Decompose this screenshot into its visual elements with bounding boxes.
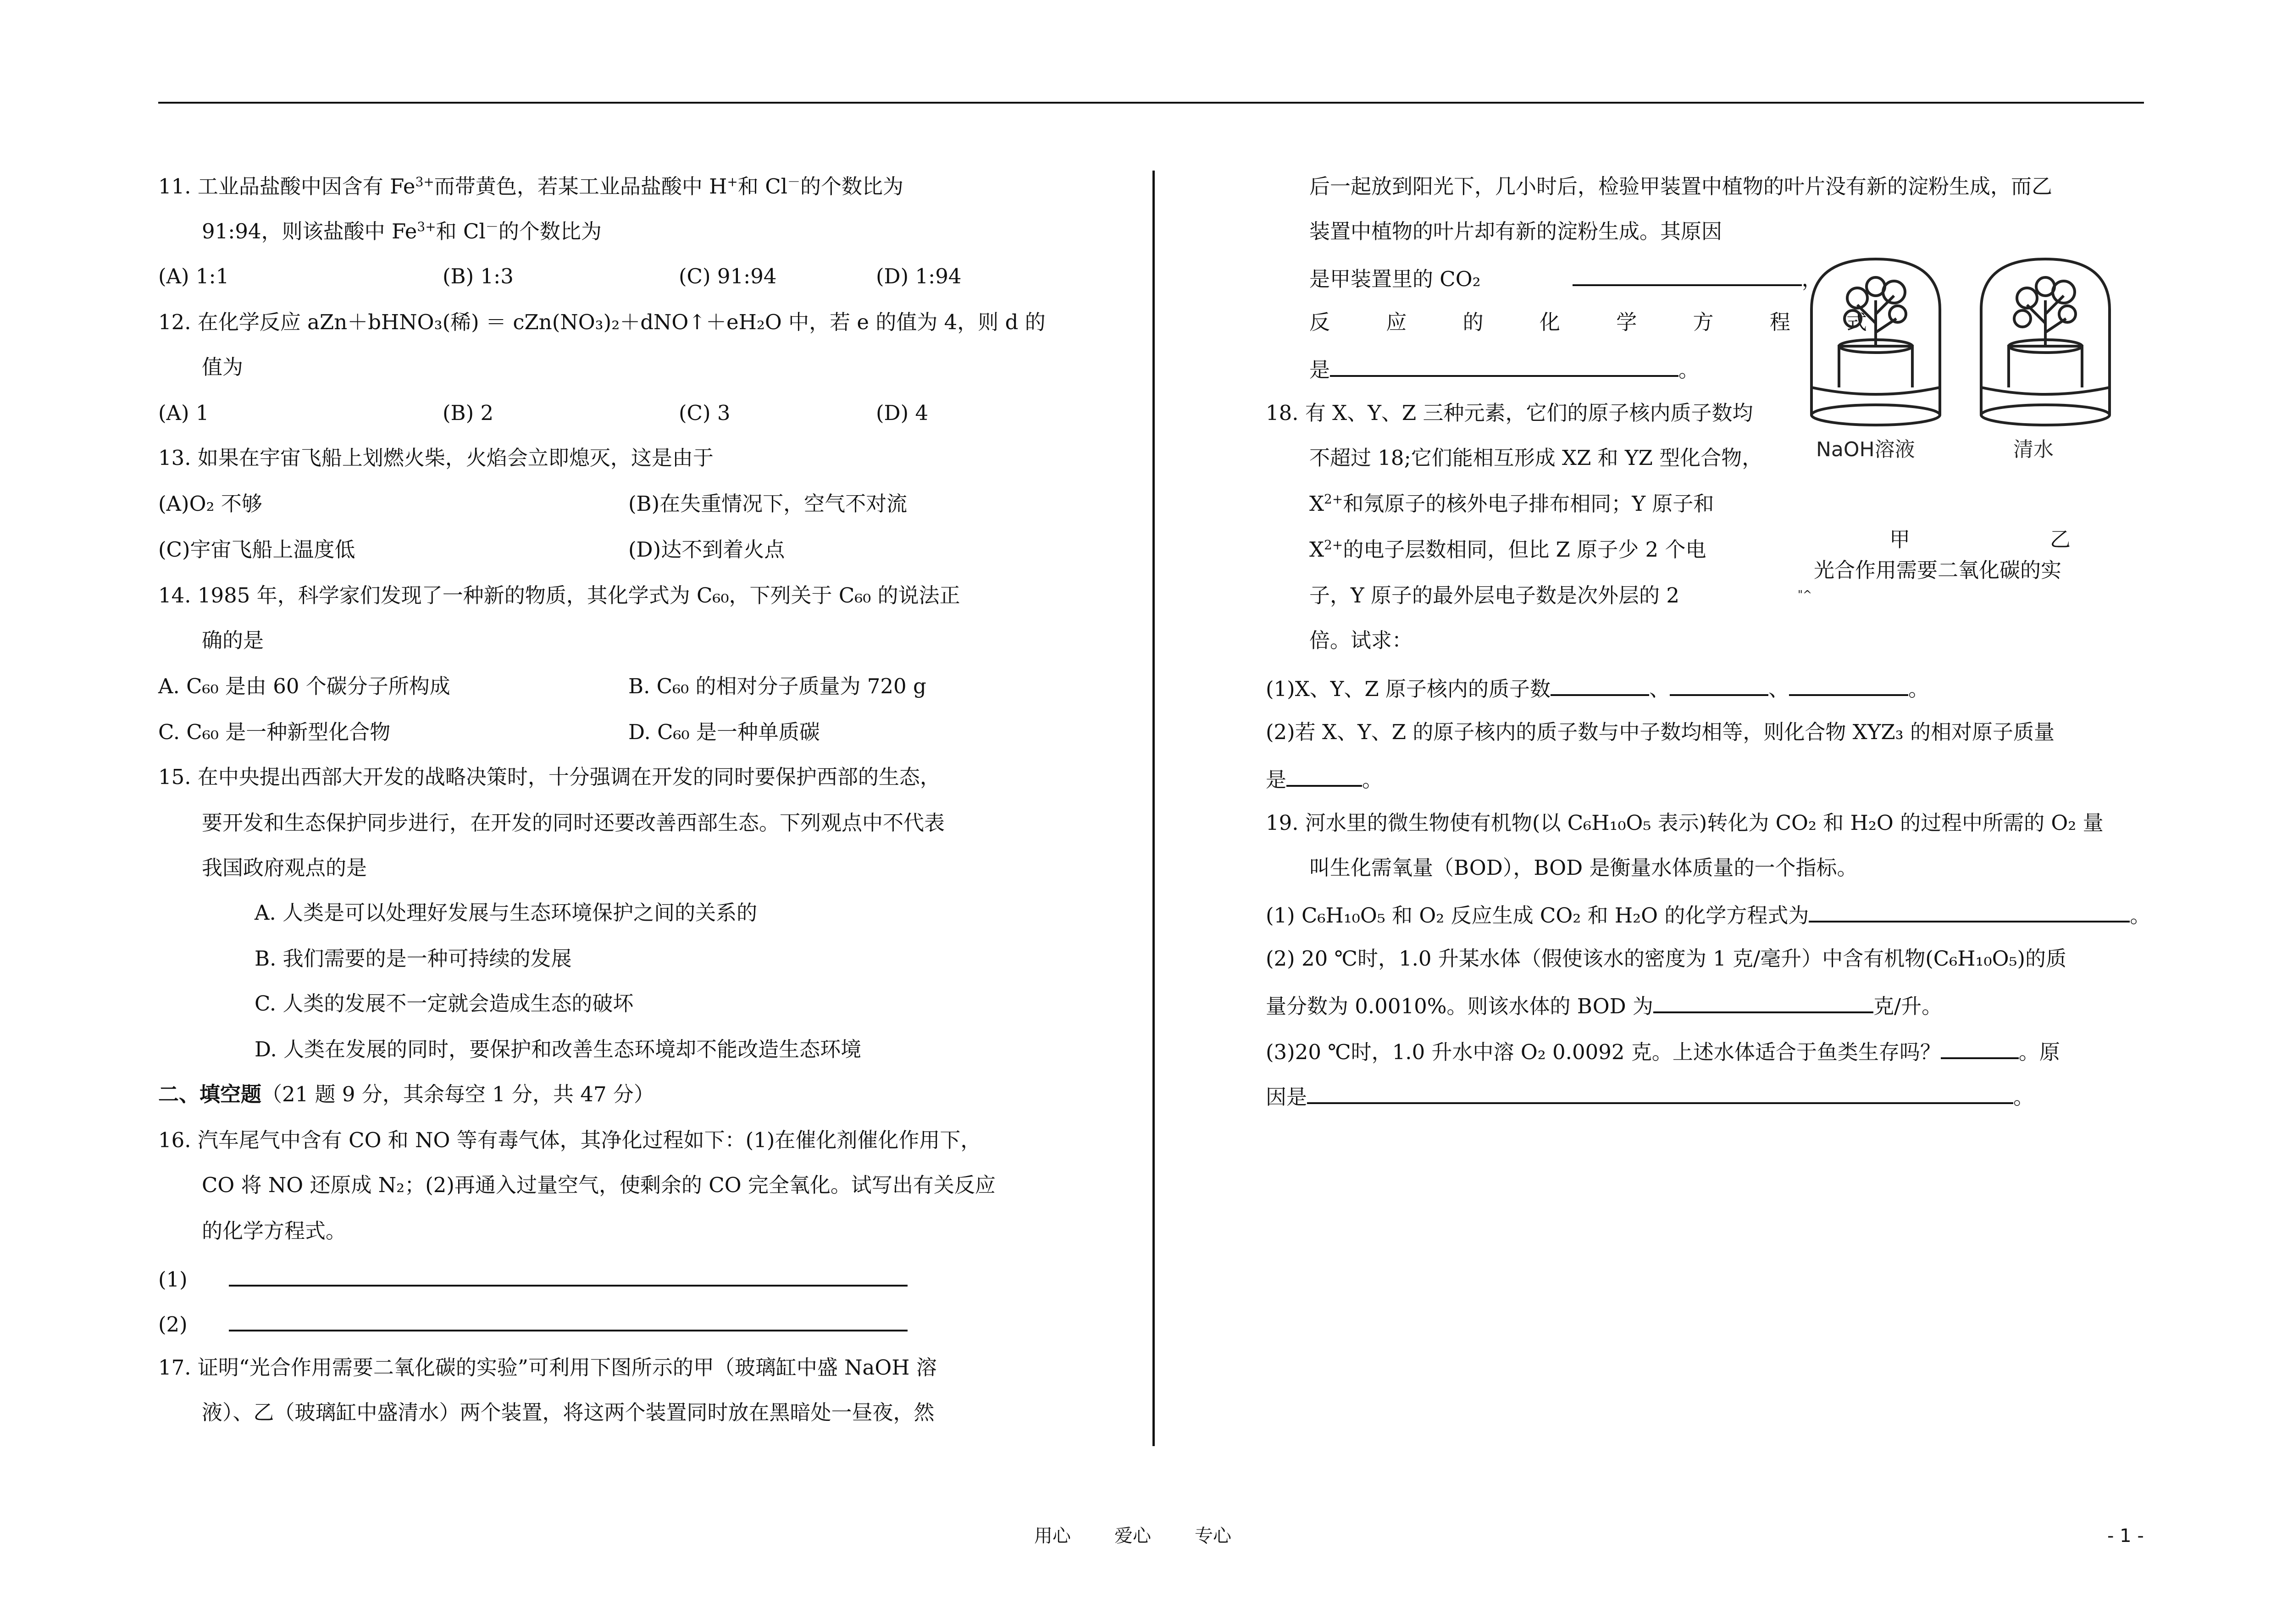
q18-line3: $X^{2+}$和氖原子的核外电子排布相同；Y 原子和 [1309,492,1714,516]
bell-jar-illustration [1802,250,2137,585]
q18-sub2-line2: 是 。 [1266,764,1383,793]
q18-line5: 子，Y 原子的最外层电子数是次外层的 2 [1309,583,1679,608]
figure-label-naoh: NaOH溶液 [1816,438,1915,461]
q14-option-b: B. C₆₀ 的相对分子质量为 720 g [628,674,926,698]
answer-blank[interactable] [1653,990,1873,1013]
answer-blank[interactable] [229,1309,908,1331]
q12-option-b: (B) 2 [443,401,494,425]
answer-blank[interactable] [1573,263,1802,286]
page-number: - 1 - [2107,1525,2144,1547]
bell-jar-jia-icon [1811,259,1940,425]
answer-blank[interactable] [1551,673,1649,696]
figure-caption: 光合作用需要二氧化碳的实 [1814,558,2062,582]
q19-sub2-line2: 量分数为 0.0010%。则该水体的 BOD 为 克/升。 [1266,990,1942,1020]
q17-line6: 反 应 的 化 学 方 程 式 [1309,310,1892,334]
q11-option-d: (D) 1:94 [876,264,962,288]
q17-line4: 装置中植物的叶片却有新的淀粉生成。其原因 [1309,219,1723,243]
footer-word-2: 爱心 [1114,1525,1151,1547]
q19-sub1: (1) C₆H₁₀O₅ 和 O₂ 反应生成 CO₂ 和 H₂O 的化学方程式为 。 [1266,900,2150,929]
q16-line1: 16. 汽车尾气中含有 CO 和 NO 等有毒气体，其净化过程如下：(1)在催化剂催化作用下， [158,1128,981,1152]
q14-line1: 14. 1985 年，科学家们发现了一种新的物质，其化学式为 C₆₀，下列关于 C₆₀ 的说法正 [158,583,960,608]
q12-option-c: (C) 3 [679,401,731,425]
q16-answer-1: (1) [158,1264,908,1293]
q12-option-a: (A) 1 [158,401,209,425]
answer-blank[interactable] [1789,673,1908,696]
q19-line1: 19. 河水里的微生物使有机物(以 C₆H₁₀O₅ 表示)转化为 CO₂ 和 H₂O 的过程中所需的 O₂ 量 [1266,811,2104,835]
answer-blank[interactable] [1809,900,2130,922]
q13-stem: 13. 如果在宇宙飞船上划燃火柴，火焰会立即熄灭，这是由于 [158,446,714,470]
q19-sub2-line1: (2) 20 ℃时，1.0 升某水体（假使该水的密度为 1 克/毫升）中含有机物(C₆H₁₀O₅)的质 [1266,946,2067,971]
q15-option-d: D. 人类在发展的同时，要保护和改善生态环境却不能改造生态环境 [255,1037,862,1061]
q16-line3: 的化学方程式。 [202,1219,347,1243]
answer-blank[interactable] [1941,1036,2019,1059]
q15-line3: 我国政府观点的是 [202,856,367,880]
q17-line5: 是甲装置里的 CO₂ ， [1309,263,1822,293]
answer-blank[interactable] [1330,354,1678,377]
q14-option-c: C. C₆₀ 是一种新型化合物 [158,720,391,744]
footer-word-3: 专心 [1195,1525,1231,1547]
q11-option-c: (C) 91:94 [679,264,777,288]
figure-label-water: 清水 [2013,438,2054,461]
q15-line2: 要开发和生态保护同步进行，在开发的同时还要改善西部生态。下列观点中不代表 [202,811,945,835]
q11-option-a: (A) 1:1 [158,264,229,288]
photosynthesis-figure [1802,250,2137,585]
q13-option-c: (C)宇宙飞船上温度低 [158,537,355,562]
q16-answer-2: (2) [158,1309,908,1338]
q11-line1: 11. 工业品盐酸中因含有 $Fe^{3+}$而带黄色，若某工业品盐酸中 H+和 Cl－的个数比为 [158,174,904,199]
q14-line2: 确的是 [202,628,264,652]
section-fill-in-heading [158,1081,654,1108]
q18-sub1: (1)X、Y、Z 原子核内的质子数 、 、 。 [1266,673,1929,702]
figure-caption-tail: "^ [1798,588,1812,601]
q12-line2: 值为 [202,355,244,379]
bell-jar-yi-icon [1981,259,2110,425]
q17-line1: 17. 证明“光合作用需要二氧化碳的实验”可利用下图所示的甲（玻璃缸中盛 NaOH 溶 [158,1355,937,1380]
q18-line2: 不超过 18;它们能相互形成 XZ 和 YZ 型化合物， [1309,446,1763,470]
q16-line2: CO 将 NO 还原成 N₂；(2)再通入过量空气，使剩余的 CO 完全氧化。试写出有关反应 [202,1173,996,1197]
q13-option-d: (D)达不到着火点 [628,537,785,562]
footer-word-1: 用心 [1034,1525,1071,1547]
q17-line7: 是 。 [1309,354,1699,383]
q17-line2: 液）、乙（玻璃缸中盛清水）两个装置，将这两个装置同时放在黑暗处一昼夜，然 [202,1400,935,1425]
q11-line2: 91:94，则该盐酸中 $Fe^{3+}$和 Cl－的个数比为 [202,219,602,243]
section-title: 二、填空题 [158,1082,262,1106]
q14-option-d: D. C₆₀ 是一种单质碳 [628,720,820,744]
q18-line4: $X^{2+}$的电子层数相同，但比 Z 原子少 2 个电 [1309,537,1706,562]
q15-option-c: C. 人类的发展不一定就会造成生态的破坏 [255,991,634,1016]
q19-line2: 叫生化需氧量（BOD），BOD 是衡量水体质量的一个指标。 [1309,856,1858,880]
answer-blank[interactable] [229,1264,908,1287]
figure-label-jia: 甲 [1889,527,1911,552]
figure-label-yi: 乙 [2050,527,2071,552]
answer-blank[interactable] [1307,1081,2013,1104]
q19-sub3-line1: (3)20 ℃时，1.0 升水中溶 O₂ 0.0092 克。上述水体适合于鱼类生存吗？ 。原 [1266,1036,2060,1066]
q11-option-b: (B) 1:3 [443,264,514,288]
q12-line1: 12. 在化学反应 aZn＋bHNO₃(稀) ＝ cZn(NO₃)₂＋dNO↑＋eH₂O 中，若 e 的值为 4，则 d 的 [158,310,1046,334]
answer-blank[interactable] [1286,764,1362,787]
q19-sub3-line2: 因是 。 [1266,1081,2034,1110]
header-rule [158,102,2144,104]
q15-line1: 15. 在中央提出西部大开发的战略决策时，十分强调在开发的同时要保护西部的生态， [158,765,941,789]
q18-line1: 18. 有 X、Y、Z 三种元素，它们的原子核内质子数均 [1266,401,1753,425]
q15-option-a: A. 人类是可以处理好发展与生态环境保护之间的关系的 [255,900,758,925]
section-note: （21 题 9 分，其余每空 1 分，共 47 分） [261,1082,654,1106]
q13-option-a: (A)O₂ 不够 [158,492,262,516]
q18-line6: 倍。试求： [1309,628,1413,652]
q14-option-a: A. C₆₀ 是由 60 个碳分子所构成 [158,674,450,698]
q18-sub2-line1: (2)若 X、Y、Z 的原子核内的质子数与中子数均相等，则化合物 XYZ₃ 的相对原子质量 [1266,720,2055,744]
column-divider [1152,171,1155,1446]
q12-option-d: (D) 4 [876,401,929,425]
answer-blank[interactable] [1670,673,1768,696]
q15-option-b: B. 我们需要的是一种可持续的发展 [255,946,572,971]
q17-line3: 后一起放到阳光下，几小时后，检验甲装置中植物的叶片没有新的淀粉生成，而乙 [1309,174,2053,199]
q13-option-b: (B)在失重情况下，空气不对流 [628,492,908,516]
